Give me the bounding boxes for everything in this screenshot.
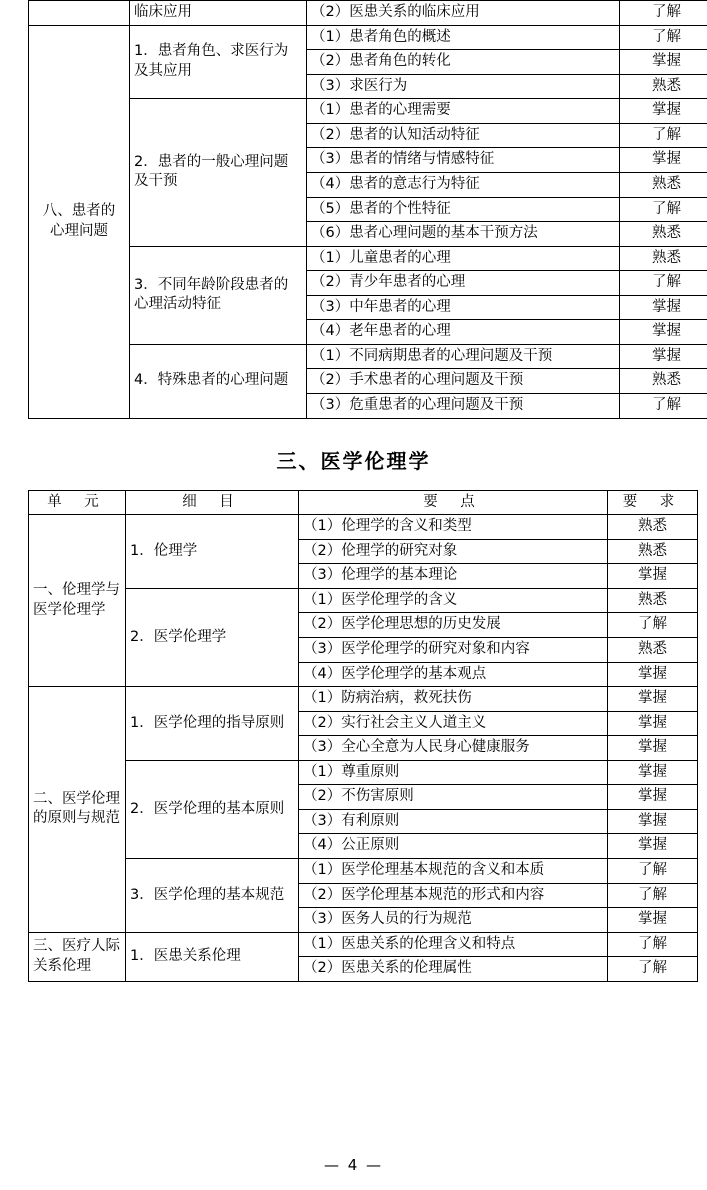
requirement-cell: 掌握 [608,760,698,785]
point-cell: （4）老年患者的心理 [307,320,620,345]
point-cell: （1）患者的心理需要 [307,99,620,124]
unit-cell [29,1,130,26]
requirement-cell: 熟悉 [620,246,707,271]
point-cell: （4）医学伦理学的基本观点 [299,662,608,687]
table-row [29,1,707,26]
unit-cell: 二、医学伦理的原则与规范 [29,687,126,933]
requirement-cell: 掌握 [608,908,698,933]
header-item: 细 目 [126,490,299,515]
requirement-cell: 熟悉 [620,172,707,197]
item-cell: 4．特殊患者的心理问题 [130,344,307,418]
unit-cell: 一、伦理学与医学伦理学 [29,515,126,687]
point-cell: （4）公正原则 [299,834,608,859]
requirement-cell: 掌握 [620,344,707,369]
requirement-cell: 了解 [620,394,707,419]
point-cell: （2）实行社会主义人道主义 [299,711,608,736]
point-cell: （3）中年患者的心理 [307,295,620,320]
header-unit: 单 元 [29,490,126,515]
header-point: 要 点 [299,490,608,515]
requirement-cell: 了解 [608,932,698,957]
table-header-row [29,490,698,515]
point-cell: （2）伦理学的研究对象 [299,539,608,564]
point-cell: （3）患者的情绪与情感特征 [307,148,620,173]
table-row [29,932,698,957]
point-cell: （3）危重患者的心理问题及干预 [307,394,620,419]
point-cell: （2）患者角色的转化 [307,50,620,75]
point-cell: （1）防病治病，救死扶伤 [299,687,608,712]
requirement-cell: 掌握 [608,687,698,712]
point-cell: （1）患者角色的概述 [307,25,620,50]
point-cell: （1）儿童患者的心理 [307,246,620,271]
header-requirement: 要 求 [608,490,698,515]
requirement-cell: 了解 [620,197,707,222]
requirement-cell: 掌握 [608,662,698,687]
table-medical-ethics [28,490,698,982]
point-cell: （3）伦理学的基本理论 [299,564,608,589]
point-cell: （2）不伤害原则 [299,785,608,810]
unit-cell [29,25,130,418]
requirement-cell: 熟悉 [620,74,707,99]
point-cell: （2）医学伦理思想的历史发展 [299,613,608,638]
table-row [29,859,698,884]
table-psych-continued [28,0,707,419]
table-row [29,25,707,50]
table-row [29,99,707,124]
table-body [29,490,698,981]
item-cell: 2．患者的一般心理问题及干预 [130,99,307,246]
item-cell: 3．不同年龄阶段患者的心理活动特征 [130,246,307,344]
requirement-cell: 掌握 [608,736,698,761]
point-cell: （1）医学伦理学的含义 [299,588,608,613]
requirement-cell: 掌握 [608,809,698,834]
point-cell: （6）患者心理问题的基本干预方法 [307,222,620,247]
requirement-cell: 熟悉 [608,637,698,662]
point-cell: （1）不同病期患者的心理问题及干预 [307,344,620,369]
requirement-cell: 熟悉 [620,222,707,247]
point-cell: （2）患者的认知活动特征 [307,123,620,148]
unit-label-line1: 八、患者的 [42,203,116,219]
requirement-cell: 了解 [608,859,698,884]
table-row [29,687,698,712]
unit-label-line2: 心理问题 [50,222,108,239]
requirement-cell: 熟悉 [608,539,698,564]
point-cell: （2）青少年患者的心理 [307,271,620,296]
table-row [29,760,698,785]
requirement-cell: 掌握 [620,148,707,173]
requirement-cell: 了解 [608,613,698,638]
requirement-cell: 掌握 [620,50,707,75]
requirement-cell: 掌握 [620,295,707,320]
table-row [29,588,698,613]
requirement-cell: 熟悉 [620,369,707,394]
point-cell: （2）医患关系的临床应用 [307,1,620,26]
point-cell: （3）医务人员的行为规范 [299,908,608,933]
table-body [29,1,707,419]
requirement-cell: 了解 [620,123,707,148]
point-cell: （1）尊重原则 [299,760,608,785]
requirement-cell: 掌握 [608,711,698,736]
requirement-cell: 了解 [620,1,707,26]
point-cell: （3）求医行为 [307,74,620,99]
requirement-cell: 了解 [608,957,698,982]
requirement-cell: 了解 [620,25,707,50]
point-cell: （1）伦理学的含义和类型 [299,515,608,540]
item-cell: 1．医学伦理的指导原则 [126,687,299,761]
table-row [29,515,698,540]
requirement-cell: 熟悉 [608,588,698,613]
item-cell: 1．患者角色、求医行为及其应用 [130,25,307,99]
requirement-cell: 掌握 [608,564,698,589]
item-cell: 3．医学伦理的基本规范 [126,859,299,933]
requirement-cell: 掌握 [620,320,707,345]
requirement-cell: 熟悉 [608,515,698,540]
item-cell: 2．医学伦理的基本原则 [126,760,299,858]
point-cell: （3）有利原则 [299,809,608,834]
point-cell: （4）患者的意志行为特征 [307,172,620,197]
table-row [29,246,707,271]
point-cell: （1）医学伦理基本规范的含义和本质 [299,859,608,884]
point-cell: （1）医患关系的伦理含义和特点 [299,932,608,957]
item-cell: 临床应用 [130,1,307,26]
table-row [29,344,707,369]
page-footer: — 4 — [323,1156,384,1174]
point-cell: （2）医患关系的伦理属性 [299,957,608,982]
requirement-cell: 掌握 [620,99,707,124]
requirement-cell: 掌握 [608,785,698,810]
section-title: 三、医学伦理学 [276,448,431,473]
point-cell: （2）医学伦理基本规范的形式和内容 [299,883,608,908]
point-cell: （2）手术患者的心理问题及干预 [307,369,620,394]
point-cell: （3）医学伦理学的研究对象和内容 [299,637,608,662]
requirement-cell: 了解 [620,271,707,296]
point-cell: （5）患者的个性特征 [307,197,620,222]
unit-cell: 三、医疗人际关系伦理 [29,932,126,981]
point-cell: （3）全心全意为人民身心健康服务 [299,736,608,761]
requirement-cell: 掌握 [608,834,698,859]
item-cell: 1．伦理学 [126,515,299,589]
requirement-cell: 了解 [608,883,698,908]
item-cell: 1．医患关系伦理 [126,932,299,981]
item-cell: 2．医学伦理学 [126,588,299,686]
